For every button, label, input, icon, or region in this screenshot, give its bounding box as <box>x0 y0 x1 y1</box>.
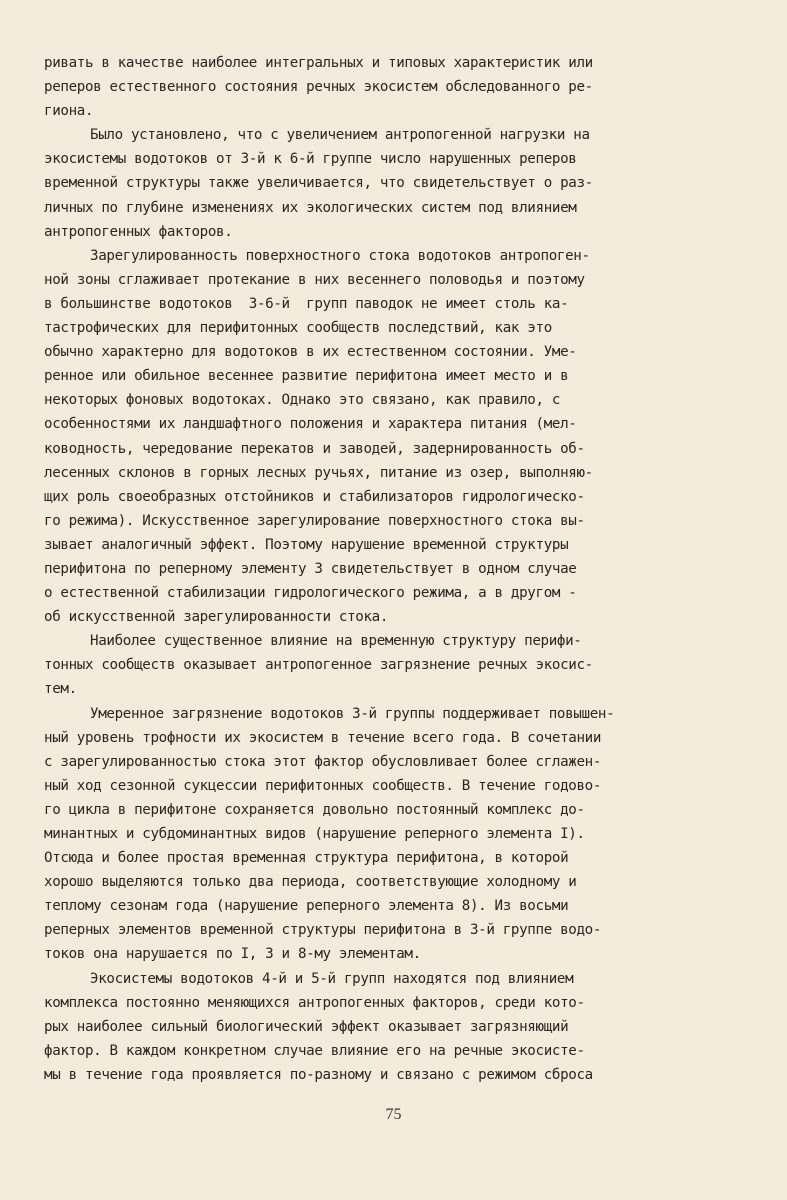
text-line: реперных элементов временной структуры перифитона в 3-й группе водо- <box>44 922 602 939</box>
text-line: Было установлено, что с увеличением антропогенной нагрузки на <box>90 127 590 144</box>
text-line: гиона. <box>44 103 94 120</box>
page-number: 75 <box>385 1106 402 1123</box>
text-line: зывает аналогичный эффект. Поэтому нарушение временной структуры <box>44 536 569 553</box>
text-line: фактор. В каждом конкретном случае влияние его на речные экосисте- <box>44 1042 585 1059</box>
paragraph-p2 <box>44 123 713 243</box>
text-line: токов она нарушается по I, 3 и 8-му элементам. <box>44 946 421 963</box>
paragraph-p4 <box>44 629 713 701</box>
text-line: ный ход сезонной сукцессии перифитонных сообществ. В течение годово- <box>44 777 602 794</box>
text-line: тем. <box>44 681 77 698</box>
text-line: лесенных склонов в горных лесных ручьях, питание из озер, выполняю- <box>44 464 593 481</box>
text-line: го режима). Искусственное зарегулирование поверхностного стока вы- <box>44 512 585 529</box>
text-line: обычно характерно для водотоков в их естественном состоянии. Уме- <box>44 344 577 361</box>
text-line: хорошо выделяются только два периода, соответствующие холодному и <box>44 874 577 891</box>
text-line: ной зоны сглаживает протекание в них весеннего половодья и поэтому <box>44 271 585 288</box>
text-line: личных по глубине изменениях их экологических систем под влиянием <box>44 199 577 216</box>
text-line: реперов естественного состояния речных экосистем обследованного ре- <box>44 79 593 96</box>
text-line: Экосистемы водотоков 4-й и 5-й групп находятся под влиянием <box>90 970 574 987</box>
text-line: тастрофических для перифитонных сообществ последствий, как это <box>44 320 552 337</box>
text-line: ривать в качестве наиболее интегральных и типовых характеристик или <box>44 55 593 71</box>
text-line: экосистемы водотоков от 3-й к 6-й группе число нарушенных реперов <box>44 151 577 168</box>
paragraph-p6 <box>44 967 713 1087</box>
text-line: Отсюда и более простая временная структура перифитона, в которой <box>44 850 569 867</box>
text-line: об искусственной зарегулированности стока. <box>44 609 389 626</box>
text-line: теплому сезонам года (нарушение реперного элемента 8). Из восьми <box>44 898 569 915</box>
text-body <box>44 51 713 1087</box>
text-line: Наиболее существенное влияние на временную структуру перифи- <box>90 633 582 650</box>
text-line: ный уровень трофности их экосистем в течение всего года. В сочетании <box>44 729 602 746</box>
text-line: рых наиболее сильный биологический эффект оказывает загрязняющий <box>44 1018 569 1035</box>
text-line: в большинстве водотоков 3-6-й групп паводок не имеет столь ка- <box>44 295 569 312</box>
text-line: антропогенных факторов. <box>44 223 233 240</box>
text-line: Зарегулированность поверхностного стока водотоков антропоген- <box>90 247 590 264</box>
text-line: с зарегулированностью стока этот фактор обусловливает более сглажен- <box>44 753 602 770</box>
paragraph-p1 <box>44 51 713 123</box>
text-line: мы в течение года проявляется по-разному и связано с режимом сброса <box>44 1066 593 1083</box>
text-line: щих роль своеобразных отстойников и стабилизаторов гидрологическо- <box>44 488 585 505</box>
text-line: о естественной стабилизации гидрологического режима, а в другом - <box>44 585 577 602</box>
text-line: временной структуры также увеличивается, что свидетельствует о раз- <box>44 175 593 192</box>
paragraph-p5 <box>44 702 713 967</box>
text-line: тонных сообществ оказывает антропогенное загрязнение речных экосис- <box>44 657 593 674</box>
paragraph-p3 <box>44 244 713 630</box>
text-line: некоторых фоновых водотоках. Однако это связано, как правило, с <box>44 392 561 409</box>
text-line: особенностями их ландшафтного положения и характера питания (мел- <box>44 416 577 433</box>
text-line: минантных и субдоминантных видов (нарушение реперного элемента I). <box>44 826 585 842</box>
text-line: комплекса постоянно меняющихся антропогенных факторов, среди кото- <box>44 994 585 1011</box>
text-line: Умеренное загрязнение водотоков 3-й группы поддерживает повышен- <box>90 705 615 722</box>
text-line: ководность, чередование перекатов и заводей, задернированность об- <box>44 440 585 457</box>
text-line: го цикла в перифитоне сохраняется довольно постоянный комплекс до- <box>44 801 585 818</box>
text-line: перифитона по реперному элементу 3 свидетельствует в одном случае <box>44 560 577 577</box>
text-line: ренное или обильное весеннее развитие перифитона имеет место и в <box>44 368 569 385</box>
